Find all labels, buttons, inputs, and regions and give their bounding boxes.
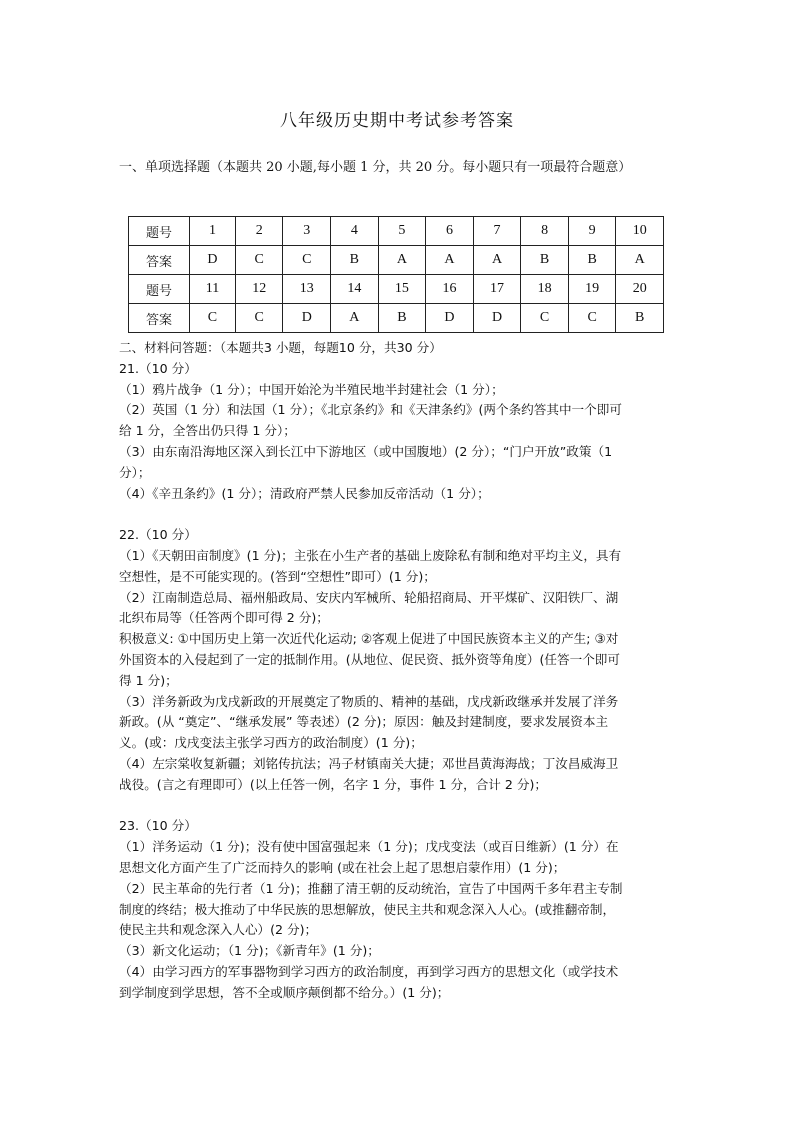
table-cell: 15 [378, 275, 426, 304]
answer-line: （3）由东南沿海地区深入到长江中下游地区（或中国腹地）(2 分）；“门户开放”政策（1 [119, 443, 613, 459]
table-cell: D [190, 246, 236, 275]
answer-line: 战役。(言之有理即可）(以上任答一例，名字 1 分，事件 1 分，合计 2 分)； [119, 776, 548, 792]
table-cell: 3 [283, 217, 331, 246]
question-21 [119, 359, 679, 505]
table-cell: C [568, 304, 616, 333]
section2 [119, 338, 679, 1004]
table-cell: 13 [283, 275, 331, 304]
table-cell: A [426, 246, 474, 275]
answer-line: （3）洋务新政为戊戌新政的开展奠定了物质的、精神的基础，戊戌新政继承并发展了洋务 [119, 693, 619, 709]
table-row [129, 246, 664, 275]
table-cell: 1 [190, 217, 236, 246]
answer-line: 23.（10 分） [119, 818, 197, 834]
page-title: 八年级历史期中考试参考答案 [280, 111, 514, 131]
table-cell: A [473, 246, 521, 275]
table-cell: B [521, 246, 569, 275]
answer-line: 制度的终结；极大推动了中华民族的思想解放，使民主共和观念深入人心。(或推翻帝制， [119, 901, 616, 917]
table-cell: C [283, 246, 331, 275]
table-cell: A [616, 246, 664, 275]
question-22 [119, 525, 679, 795]
table-cell: B [378, 304, 426, 333]
table-cell: C [190, 304, 236, 333]
table-cell: 11 [190, 275, 236, 304]
answer-line: （4）由学习西方的军事器物到学习西方的政治制度，再到学习西方的思想文化（或学技术 [119, 963, 619, 979]
table-cell: D [473, 304, 521, 333]
answer-line: 得 1 分)； [119, 672, 178, 688]
answer-line: 义。(或：戊戌变法主张学习西方的政治制度）(1 分)； [119, 735, 423, 751]
table-row [129, 217, 664, 246]
row-label: 题号 [129, 275, 190, 304]
answer-line: （3）新文化运动；（1 分)；《新青年》(1 分)； [119, 943, 380, 959]
table-cell: A [331, 304, 379, 333]
answer-line: 使民主共和观念深入人心）(2 分)； [119, 922, 318, 938]
question-23 [119, 816, 679, 1003]
table-cell: B [331, 246, 379, 275]
table-cell: 4 [331, 217, 379, 246]
answer-line: 分）； [119, 464, 151, 480]
answer-line: 22.（10 分） [119, 527, 197, 543]
answer-line: （2）江南制造总局、福州船政局、安庆内军械所、轮船招商局、开平煤矿、汉阳铁厂、湖 [119, 589, 619, 605]
table-cell: 8 [521, 217, 569, 246]
table-cell: 10 [616, 217, 664, 246]
table-cell: 17 [473, 275, 521, 304]
table-cell: B [568, 246, 616, 275]
answer-line: 给 1 分，全答出仍只得 1 分）； [119, 423, 296, 439]
section2-heading: 二、材料问答题：（本题共3 小题，每题10 分，共30 分） [119, 340, 442, 355]
table-cell: 7 [473, 217, 521, 246]
table-cell: D [283, 304, 331, 333]
table-cell: C [235, 246, 283, 275]
table-cell: 14 [331, 275, 379, 304]
table-cell: A [378, 246, 426, 275]
answer-line: （1）《天朝田亩制度》(1 分)；主张在小生产者的基础上废除私有制和绝对平均主义，具有 [119, 547, 622, 563]
table-cell: 16 [426, 275, 474, 304]
answer-line: （2）民主革命的先行者（1 分)；推翻了清王朝的反动统治，宣告了中国两千多年君主专制 [119, 880, 623, 896]
table-cell: 12 [235, 275, 283, 304]
table-cell: 6 [426, 217, 474, 246]
section1-heading: 一、单项选择题（本题共 20 小题,每小题 1 分，共 20 分。每小题只有一项最符合题意） [119, 160, 632, 175]
table-cell: 19 [568, 275, 616, 304]
answer-line: 北织布局等（任答两个即可得 2 分)； [119, 610, 329, 626]
row-label: 题号 [129, 217, 190, 246]
answer-line: 21.（10 分） [119, 360, 197, 376]
table-cell: 2 [235, 217, 283, 246]
table-cell: B [616, 304, 664, 333]
answer-line: （2）英国（1 分）和法国（1 分）；《北京条约》和《天津条约》(两个条约答其中一个即可 [119, 402, 622, 418]
answer-line: 积极意义: ①中国历史上第一次近代化运动; ②客观上促进了中国民族资本主义的产生; ③对 [119, 631, 619, 647]
answer-table [128, 216, 664, 333]
answer-line: （4）《辛丑条约》(1 分）；清政府严禁人民参加反帝活动（1 分）； [119, 485, 490, 501]
table-cell: C [235, 304, 283, 333]
table-row [129, 275, 664, 304]
answer-line: 空想性，是不可能实现的。(答到“空想性”即可）(1 分)； [119, 568, 436, 584]
table-cell: C [521, 304, 569, 333]
table-cell: 18 [521, 275, 569, 304]
table-cell: 20 [616, 275, 664, 304]
table-cell: 9 [568, 217, 616, 246]
table-cell: D [426, 304, 474, 333]
row-label: 答案 [129, 246, 190, 275]
row-label: 答案 [129, 304, 190, 333]
answer-line: 外国资本的入侵起到了一定的抵制作用。(从地位、促民资、抵外资等角度）(任答一个即可 [119, 651, 620, 667]
answer-line: （1）鸦片战争（1 分）；中国开始沦为半殖民地半封建社会（1 分）； [119, 381, 504, 397]
answer-line: 到学制度到学思想，答不全或顺序颠倒都不给分。）(1 分)； [119, 984, 450, 1000]
answer-line: （4）左宗棠收复新疆；刘铭传抗法；冯子材镇南关大捷；邓世昌黄海海战；丁汝昌威海卫 [119, 755, 619, 771]
answer-line: 思想文化方面产生了广泛而持久的影响 (或在社会上起了思想启蒙作用）(1 分)； [119, 859, 566, 875]
answer-line: （1）洋务运动（1 分)；没有使中国富强起来（1 分)；戊戌变法（或百日维新）(1 分）在 [119, 839, 619, 855]
answer-line: 新政。(从 “奠定”、“继承发展” 等表述）(2 分)；原因：触及封建制度，要求发展资本主 [119, 714, 609, 730]
table-row [129, 304, 664, 333]
table-cell: 5 [378, 217, 426, 246]
